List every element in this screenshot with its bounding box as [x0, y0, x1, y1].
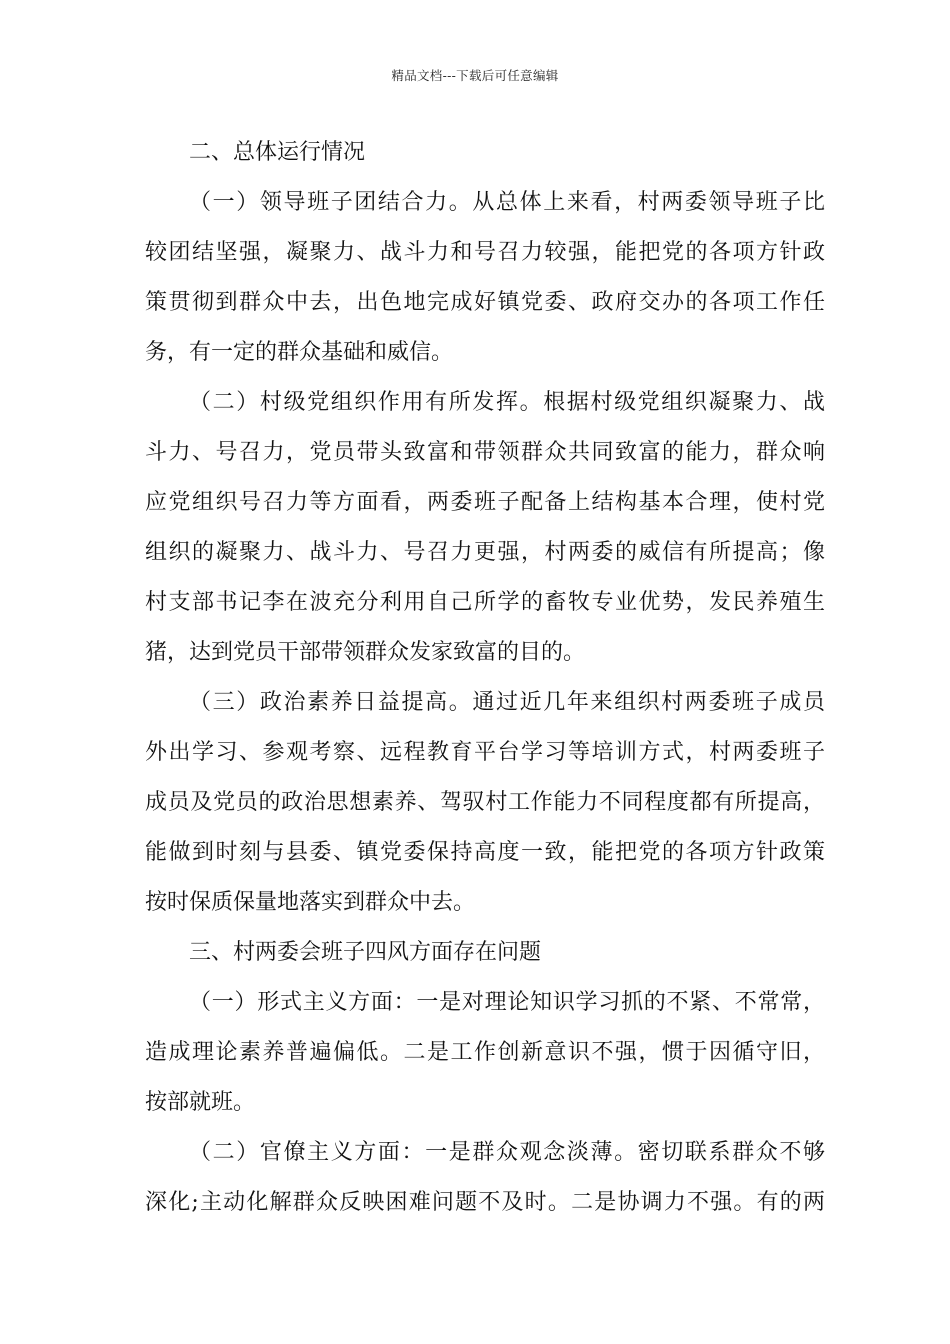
- paragraph-line: 组织的凝聚力、战斗力、号召力更强，村两委的威信有所提高；像: [145, 540, 825, 565]
- section-heading-2: 二、总体运行情况: [189, 140, 366, 165]
- paragraph-line: （一）领导班子团结合力。从总体上来看，村两委领导班子比: [189, 190, 825, 215]
- paragraph-line: 深化;主动化解群众反映困难问题不及时。二是协调力不强。有的两: [145, 1190, 825, 1215]
- paragraph-line: 按时保质保量地落实到群众中去。: [145, 890, 476, 915]
- paragraph-line: 村支部书记李在波充分利用自己所学的畜牧专业优势，发民养殖生: [145, 590, 825, 615]
- paragraph-line: 能做到时刻与县委、镇党委保持高度一致，能把党的各项方针政策: [145, 840, 825, 865]
- paragraph-line: （一）形式主义方面：一是对理论知识学习抓的不紧、不常常，: [189, 990, 825, 1015]
- paragraph-line: 造成理论素养普遍偏低。二是工作创新意识不强，惯于因循守旧，: [145, 1040, 825, 1065]
- paragraph-line: 按部就班。: [145, 1090, 256, 1115]
- paragraph-line: （二）官僚主义方面：一是群众观念淡薄。密切联系群众不够: [189, 1140, 825, 1165]
- paragraph-line: 较团结坚强，凝聚力、战斗力和号召力较强，能把党的各项方针政: [145, 240, 825, 265]
- section-heading-3: 三、村两委会班子四风方面存在问题: [189, 940, 542, 965]
- paragraph-line: 外出学习、参观考察、远程教育平台学习等培训方式，村两委班子: [145, 740, 825, 765]
- paragraph-line: 务，有一定的群众基础和威信。: [145, 340, 454, 365]
- paragraph-line: 猪，达到党员干部带领群众发家致富的目的。: [145, 640, 586, 665]
- page-header: 精品文档---下载后可任意编辑: [391, 68, 559, 83]
- paragraph-line: 斗力、号召力，党员带头致富和带领群众共同致富的能力，群众响: [145, 440, 825, 465]
- paragraph-line: （二）村级党组织作用有所发挥。根据村级党组织凝聚力、战: [189, 390, 825, 415]
- document-body: [145, 128, 825, 1228]
- paragraph-line: 应党组织号召力等方面看，两委班子配备上结构基本合理，使村党: [145, 490, 825, 515]
- paragraph-line: （三）政治素养日益提高。通过近几年来组织村两委班子成员: [189, 690, 825, 715]
- paragraph-line: 成员及党员的政治思想素养、驾驭村工作能力不同程度都有所提高，: [145, 790, 825, 815]
- paragraph-line: 策贯彻到群众中去，出色地完成好镇党委、政府交办的各项工作任: [145, 290, 825, 315]
